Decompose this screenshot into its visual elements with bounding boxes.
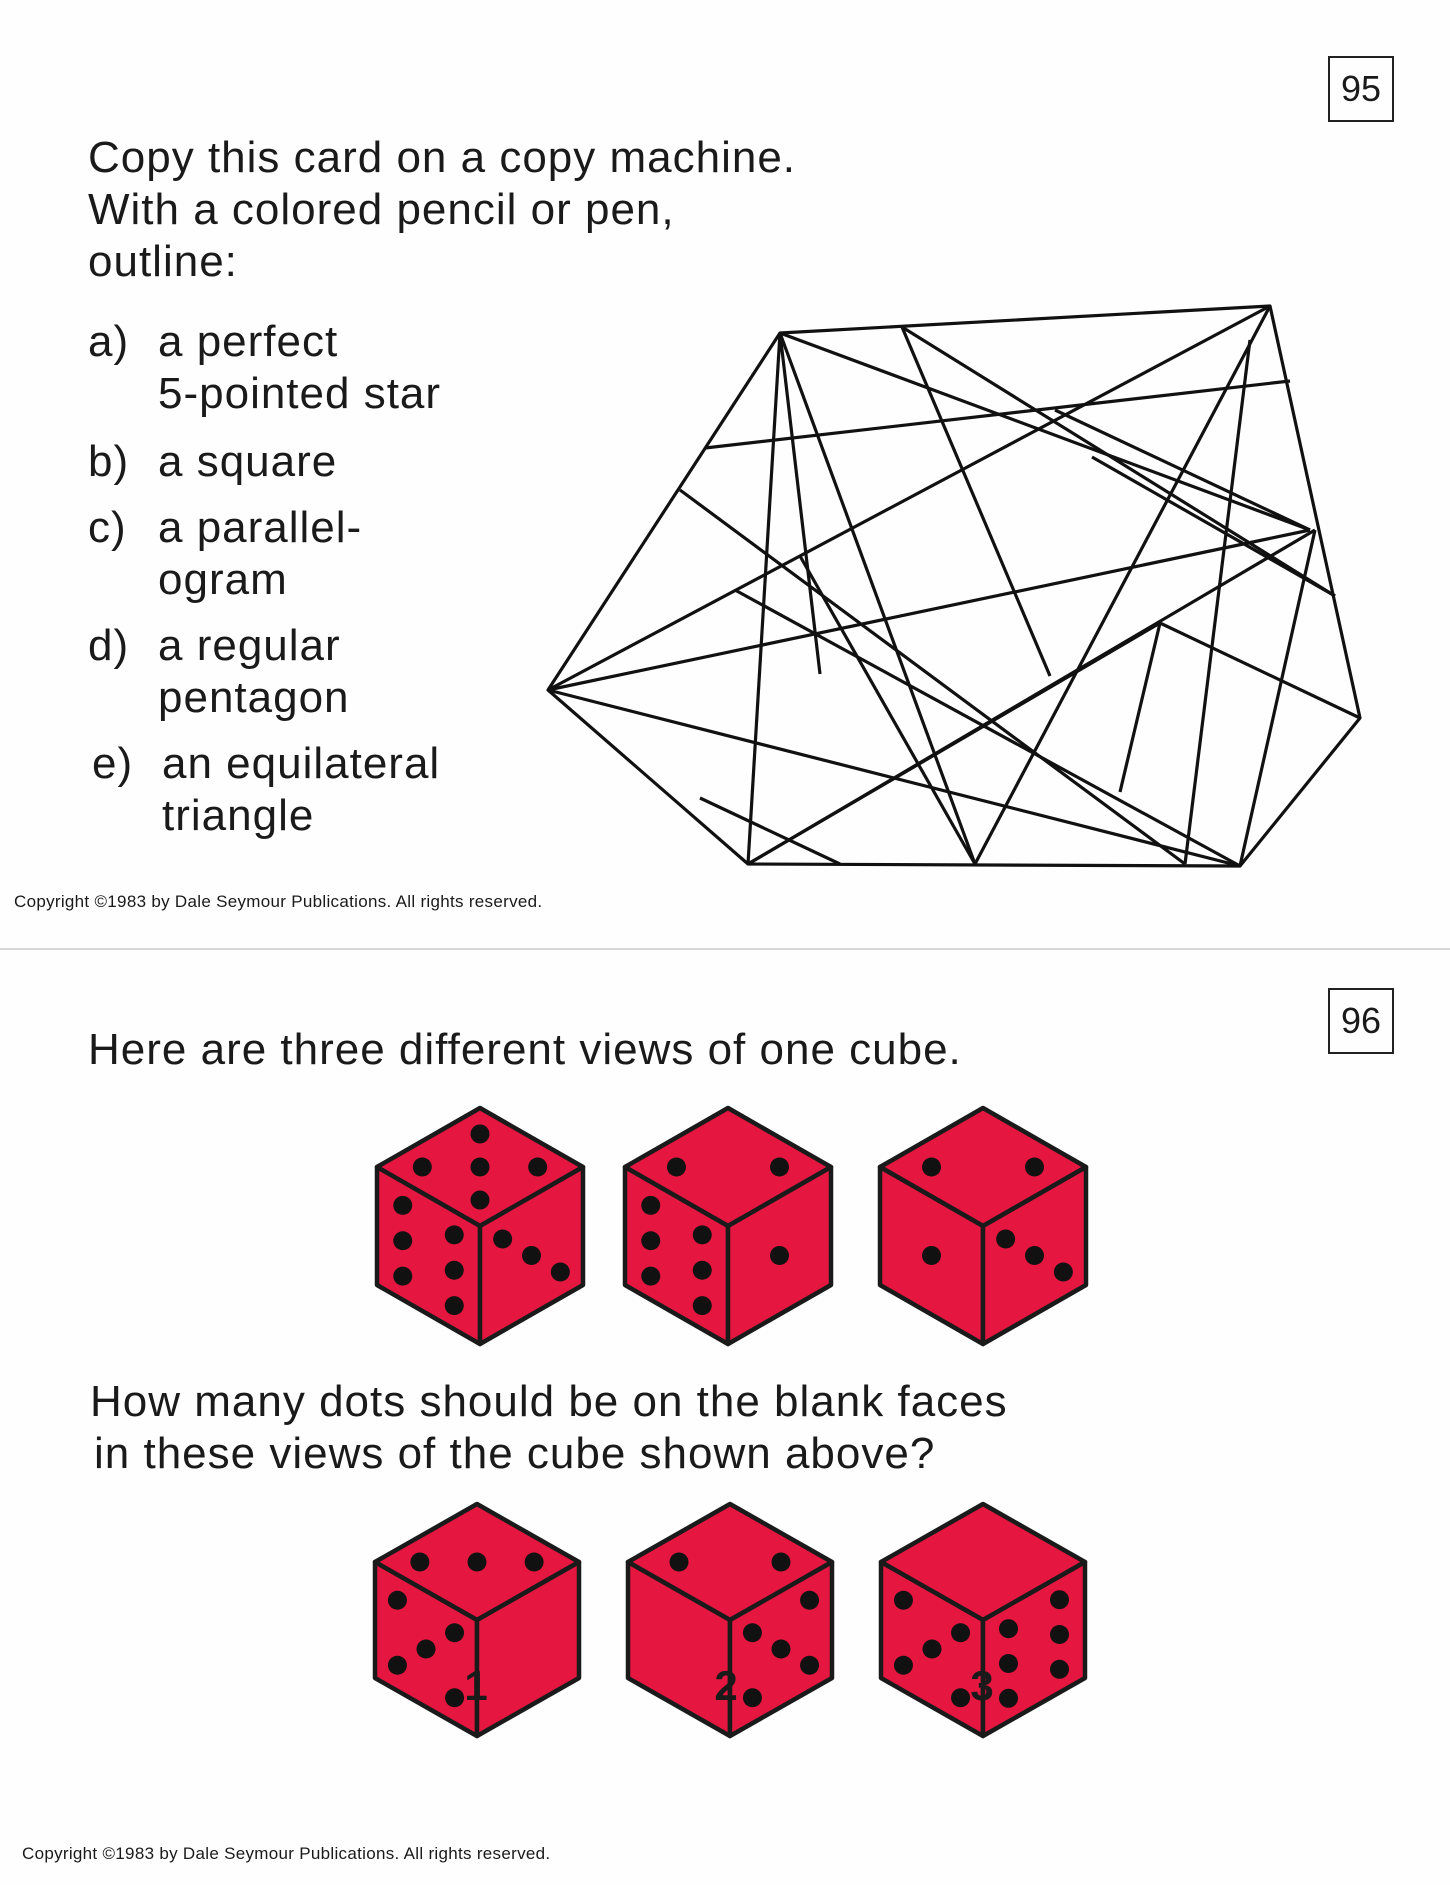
card-number: 95	[1328, 56, 1394, 122]
option-text: a perfect	[158, 317, 339, 366]
option-letter: c)	[88, 503, 127, 552]
known-die-2	[620, 1103, 836, 1349]
option-text: a parallel-	[158, 503, 363, 552]
option-text: 5-pointed star	[158, 369, 442, 418]
heading: Here are three different views of one cube.	[88, 1025, 962, 1074]
die-pip	[1050, 1625, 1069, 1644]
die-pip	[641, 1267, 660, 1286]
die-pip	[388, 1591, 407, 1610]
die-pip	[800, 1656, 819, 1675]
die-pip	[471, 1191, 490, 1210]
option-letter: d)	[88, 621, 130, 670]
view-label-2: 2	[714, 1662, 738, 1709]
option-text: pentagon	[158, 673, 350, 722]
die-pip	[693, 1261, 712, 1280]
view-label-1: 1	[464, 1662, 488, 1709]
die-pip	[413, 1158, 432, 1177]
die-pip	[641, 1196, 660, 1215]
copyright: Copyright ©1983 by Dale Seymour Publications. All rights reserved.	[14, 892, 543, 911]
die-pip	[800, 1591, 819, 1610]
die-pip	[996, 1229, 1015, 1248]
die-pip	[410, 1553, 429, 1572]
die-pip	[743, 1623, 762, 1642]
die-pip	[894, 1591, 913, 1610]
option-text: a square	[158, 437, 338, 486]
die-pip	[772, 1553, 791, 1572]
card-96	[0, 950, 1450, 1885]
known-die-3	[875, 1103, 1091, 1349]
die-pip	[1050, 1660, 1069, 1679]
die-pip	[772, 1640, 791, 1659]
known-die-1	[372, 1103, 588, 1349]
die-pip	[417, 1640, 436, 1659]
die-pip	[522, 1246, 541, 1265]
die-pip	[525, 1553, 544, 1572]
die-pip	[1025, 1158, 1044, 1177]
question	[90, 1376, 1008, 1480]
instruction-line: Copy this card on a copy machine.	[88, 133, 797, 182]
option-letter: b)	[88, 437, 130, 486]
option-text: a regular	[158, 621, 341, 670]
die-pip	[445, 1623, 464, 1642]
die-pip	[922, 1246, 941, 1265]
option-letter: a)	[88, 317, 130, 366]
die-pip	[393, 1231, 412, 1250]
die-pip	[1025, 1246, 1044, 1265]
die-pip	[922, 1158, 941, 1177]
die-pip	[667, 1158, 686, 1177]
die-pip	[393, 1196, 412, 1215]
die-pip	[388, 1656, 407, 1675]
die-pip	[551, 1263, 570, 1282]
die-pip	[445, 1261, 464, 1280]
die-pip	[670, 1553, 689, 1572]
die-pip	[471, 1158, 490, 1177]
copyright: Copyright ©1983 by Dale Seymour Publications. All rights reserved.	[22, 1844, 551, 1863]
figure-outline	[548, 306, 1360, 866]
question-line: in these views of the cube shown above?	[94, 1429, 936, 1478]
die-pip	[493, 1229, 512, 1248]
die-pip	[445, 1225, 464, 1244]
question-line: How many dots should be on the blank faces	[90, 1377, 1008, 1426]
die-pip	[770, 1158, 789, 1177]
die-pip	[693, 1296, 712, 1315]
die-pip	[1050, 1590, 1069, 1609]
option-text: triangle	[162, 791, 315, 840]
die-pip	[923, 1640, 942, 1659]
view-label-3: 3	[970, 1662, 994, 1709]
card-number: 96	[1328, 988, 1394, 1054]
die-pip	[770, 1246, 789, 1265]
die-pip	[1054, 1263, 1073, 1282]
die-pip	[894, 1656, 913, 1675]
option-text: an equilateral	[162, 739, 441, 788]
die-pip	[999, 1619, 1018, 1638]
die-pip	[641, 1231, 660, 1250]
instruction-line: With a colored pencil or pen,	[88, 185, 675, 234]
instruction-line: outline:	[88, 237, 238, 286]
die-pip	[951, 1623, 970, 1642]
die-pip	[393, 1267, 412, 1286]
die-pip	[693, 1225, 712, 1244]
die-pip	[471, 1124, 490, 1143]
option-letter: e)	[92, 739, 134, 788]
die-pip	[528, 1158, 547, 1177]
die-pip	[468, 1553, 487, 1572]
die-pip	[445, 1296, 464, 1315]
option-text: ogram	[158, 555, 288, 604]
